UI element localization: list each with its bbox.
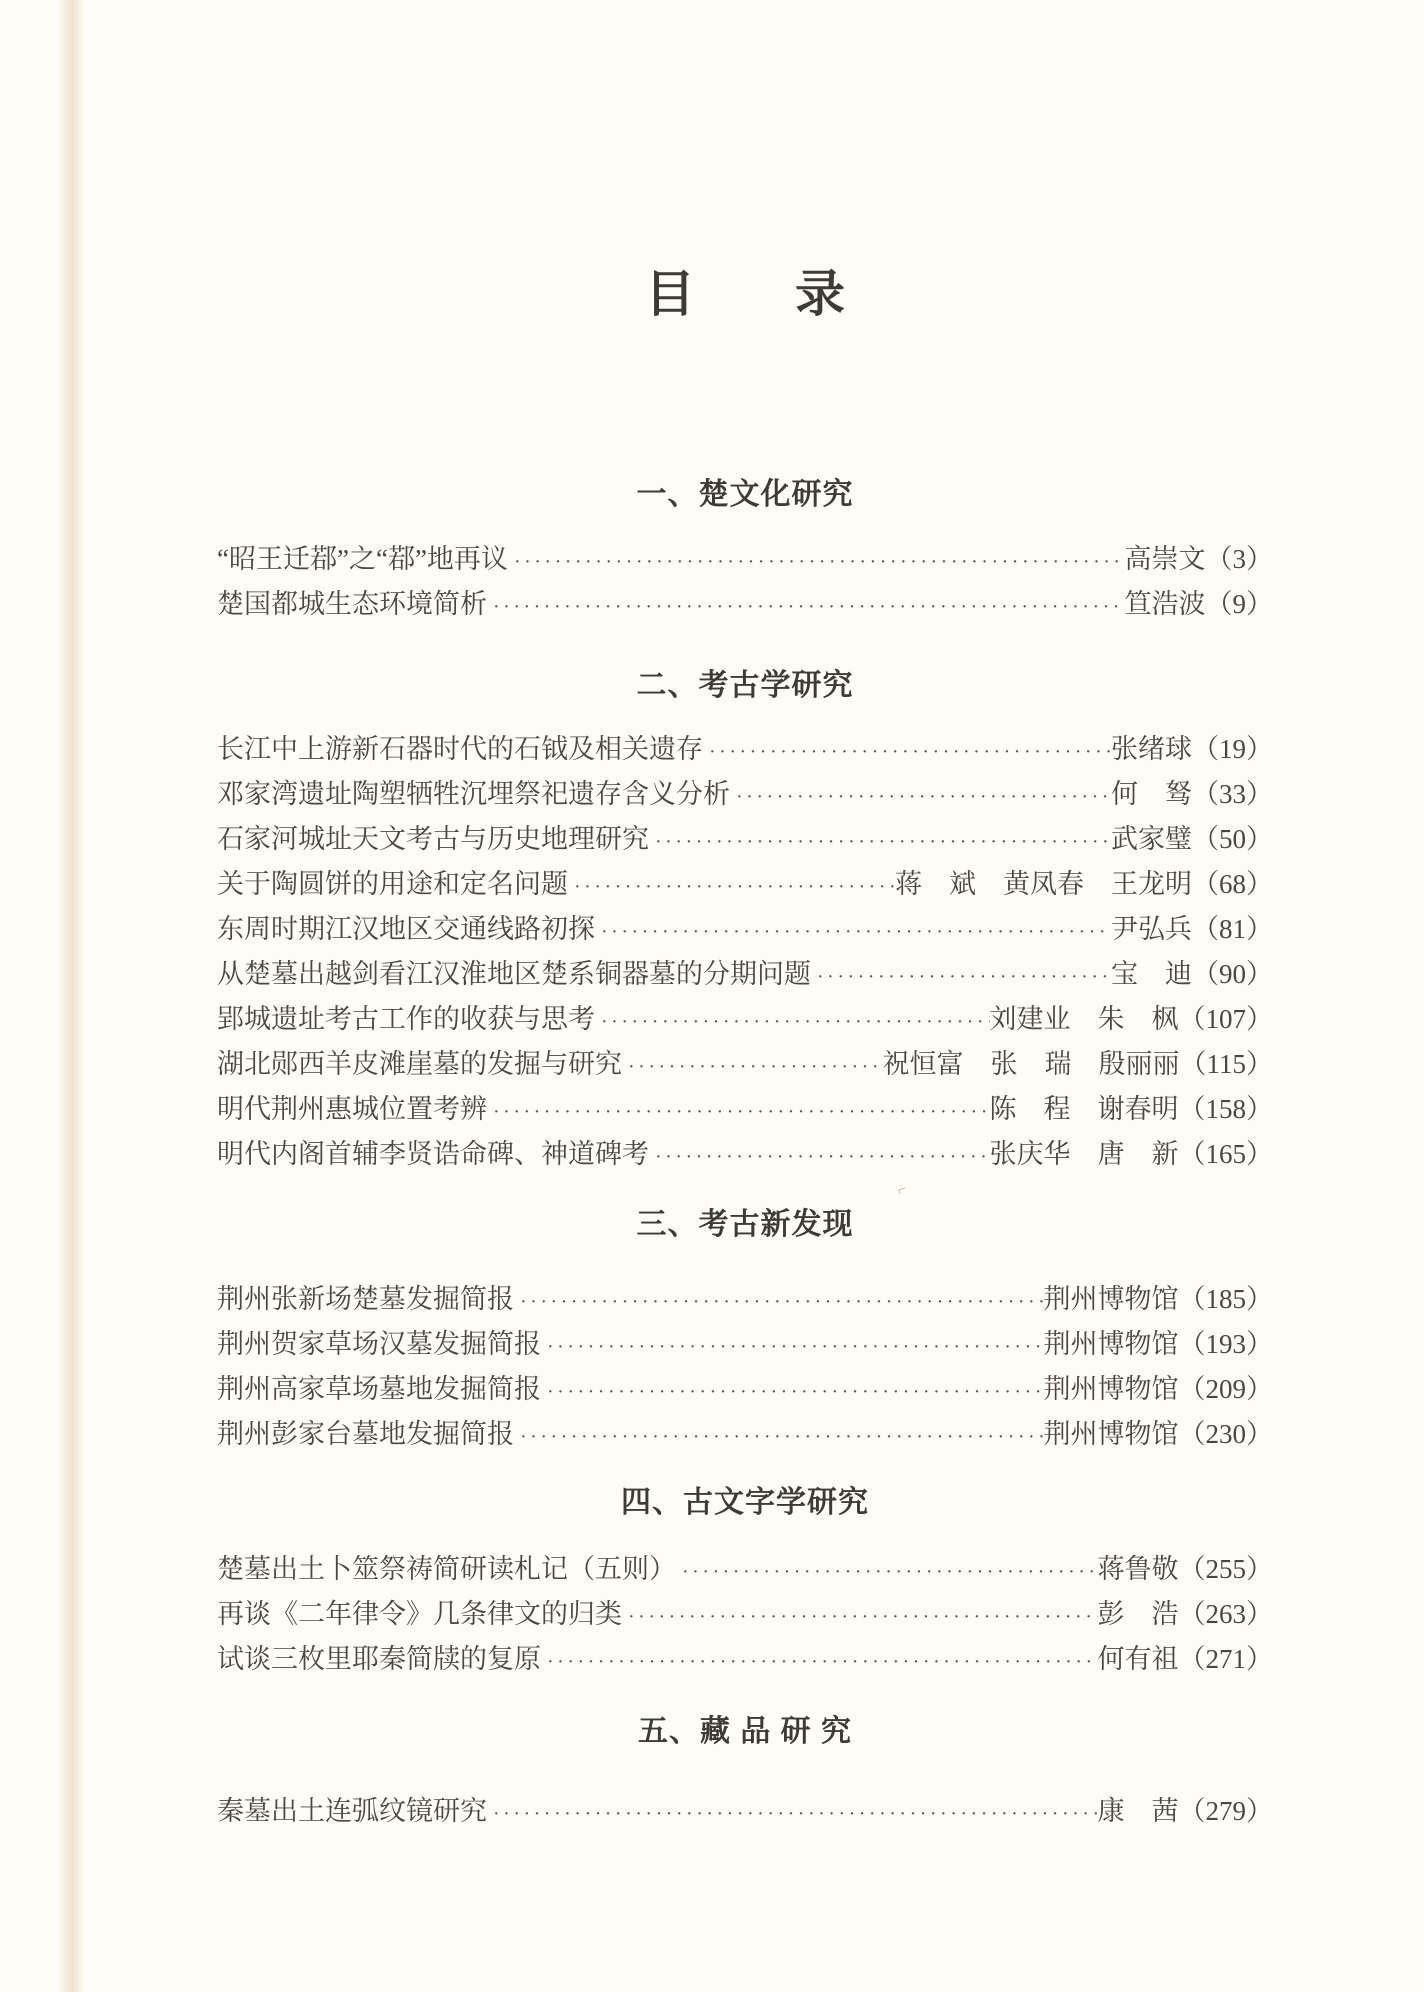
dotted-leader bbox=[514, 1415, 1044, 1460]
section-collection-research bbox=[217, 1715, 1273, 1834]
entry-title: 关于陶圆饼的用途和定名问题 bbox=[217, 869, 568, 899]
toc-entry bbox=[217, 952, 1273, 997]
entry-authors: 尹弘兵 bbox=[1111, 914, 1192, 944]
entry-authors: 宝 迪 bbox=[1111, 959, 1192, 989]
toc-entry bbox=[217, 862, 1273, 907]
dotted-leader bbox=[676, 1550, 1098, 1595]
dotted-leader bbox=[703, 730, 1111, 775]
dotted-leader bbox=[595, 1000, 990, 1045]
section-entries bbox=[217, 727, 1273, 1177]
dotted-leader bbox=[541, 1370, 1044, 1415]
entry-authors: 荆州博物馆 bbox=[1043, 1329, 1179, 1359]
dotted-leader bbox=[508, 540, 1125, 585]
entry-title: 秦墓出土连弧纹镜研究 bbox=[217, 1796, 487, 1826]
dotted-leader bbox=[487, 1090, 990, 1135]
entry-title: 邓家湾遗址陶塑牺牲沉埋祭祀遗存含义分析 bbox=[217, 779, 730, 809]
section-entries bbox=[217, 537, 1273, 627]
entry-authors: 张庆华 唐 新 bbox=[989, 1139, 1179, 1169]
entry-page-number: （3） bbox=[1205, 544, 1273, 574]
entry-authors: 祝恒富 张 瑞 殷丽丽 bbox=[882, 1049, 1180, 1079]
entry-authors: 笪浩波 bbox=[1124, 589, 1206, 619]
entry-title: 长江中上游新石器时代的石钺及相关遗存 bbox=[217, 734, 703, 764]
section-entries bbox=[217, 1789, 1273, 1834]
dotted-leader bbox=[514, 1280, 1044, 1325]
entry-authors: 陈 程 谢春明 bbox=[989, 1094, 1179, 1124]
section-heading: 三、考古新发现 bbox=[636, 1208, 854, 1241]
entry-page-number: （68） bbox=[1192, 869, 1273, 899]
toc-entry bbox=[217, 1637, 1273, 1682]
entry-authors: 高崇文 bbox=[1124, 544, 1206, 574]
entry-authors: 荆州博物馆 bbox=[1043, 1419, 1179, 1449]
toc-entry bbox=[217, 1789, 1273, 1834]
dotted-leader bbox=[649, 820, 1111, 865]
toc-entry bbox=[217, 817, 1273, 862]
entry-title: 再谈《二年律令》几条律文的归类 bbox=[217, 1599, 622, 1629]
toc-entry bbox=[217, 1322, 1273, 1367]
entry-page-number: （263） bbox=[1178, 1599, 1273, 1629]
page-edge-shadow bbox=[58, 0, 84, 1992]
scan-artifact: ⌐ bbox=[895, 1181, 909, 1199]
toc-content-column bbox=[217, 0, 1273, 1834]
dotted-leader bbox=[622, 1595, 1098, 1640]
toc-entry bbox=[217, 1547, 1273, 1592]
section-new-discoveries bbox=[217, 1208, 1273, 1457]
entry-page-number: （50） bbox=[1192, 824, 1273, 854]
entry-title: 荆州贺家草场汉墓发掘简报 bbox=[217, 1329, 541, 1359]
entry-title: 楚国都城生态环境简析 bbox=[217, 589, 487, 619]
entry-page-number: （90） bbox=[1192, 959, 1273, 989]
toc-entry bbox=[217, 1087, 1273, 1132]
toc-entry bbox=[217, 1132, 1273, 1177]
entry-title: 荆州彭家台墓地发掘简报 bbox=[217, 1419, 514, 1449]
entry-title: 湖北郧西羊皮滩崖墓的发掘与研究 bbox=[217, 1049, 622, 1079]
entry-authors: 刘建业 朱 枫 bbox=[989, 1004, 1179, 1034]
toc-entry bbox=[217, 1277, 1273, 1322]
toc-entry bbox=[217, 1412, 1273, 1457]
entry-page-number: （115） bbox=[1179, 1049, 1273, 1079]
entry-title: 荆州高家草场墓地发掘简报 bbox=[217, 1374, 541, 1404]
dotted-leader bbox=[487, 1792, 1098, 1837]
section-paleography bbox=[217, 1486, 1273, 1682]
entry-title: “昭王迁鄀”之“鄀”地再议 bbox=[217, 544, 508, 574]
toc-entry bbox=[217, 727, 1273, 772]
entry-page-number: （193） bbox=[1178, 1329, 1273, 1359]
entry-authors: 张绪球 bbox=[1111, 734, 1192, 764]
page-title: 目 录 bbox=[645, 266, 845, 322]
section-entries bbox=[217, 1277, 1273, 1457]
section-chu-culture bbox=[217, 478, 1273, 627]
section-archaeology bbox=[217, 669, 1273, 1177]
dotted-leader bbox=[649, 1135, 990, 1180]
dotted-leader bbox=[568, 865, 895, 910]
toc-entry bbox=[217, 537, 1273, 582]
entry-authors: 荆州博物馆 bbox=[1043, 1284, 1179, 1314]
entry-authors: 康 茜 bbox=[1097, 1796, 1179, 1826]
section-heading: 一、楚文化研究 bbox=[636, 478, 854, 511]
entry-page-number: （230） bbox=[1178, 1419, 1273, 1449]
toc-entry bbox=[217, 1592, 1273, 1637]
entry-authors: 蒋鲁敬 bbox=[1097, 1554, 1179, 1584]
entry-page-number: （107） bbox=[1178, 1004, 1273, 1034]
entry-page-number: （255） bbox=[1178, 1554, 1273, 1584]
toc-entry bbox=[217, 1367, 1273, 1412]
entry-title: 东周时期江汉地区交通线路初探 bbox=[217, 914, 595, 944]
dotted-leader bbox=[541, 1640, 1098, 1685]
entry-authors: 彭 浩 bbox=[1097, 1599, 1179, 1629]
section-heading: 二、考古学研究 bbox=[636, 669, 854, 702]
dotted-leader bbox=[811, 955, 1111, 1000]
dotted-leader bbox=[487, 585, 1125, 630]
toc-entry bbox=[217, 772, 1273, 817]
section-entries bbox=[217, 1547, 1273, 1682]
entry-page-number: （158） bbox=[1178, 1094, 1273, 1124]
entry-authors: 蒋 斌 黄凤春 王龙明 bbox=[895, 869, 1192, 899]
toc-entry bbox=[217, 997, 1273, 1042]
entry-page-number: （33） bbox=[1192, 779, 1273, 809]
entry-page-number: （9） bbox=[1205, 589, 1273, 619]
entry-page-number: （165） bbox=[1178, 1139, 1273, 1169]
entry-authors: 武家璧 bbox=[1111, 824, 1192, 854]
section-heading: 四、古文字学研究 bbox=[621, 1486, 869, 1519]
entry-page-number: （209） bbox=[1178, 1374, 1273, 1404]
toc-entry bbox=[217, 582, 1273, 627]
toc-entry bbox=[217, 907, 1273, 952]
toc-entry bbox=[217, 1042, 1273, 1087]
entry-title: 荆州张新场楚墓发掘简报 bbox=[217, 1284, 514, 1314]
entry-page-number: （271） bbox=[1178, 1644, 1273, 1674]
dotted-leader bbox=[541, 1325, 1044, 1370]
entry-authors: 何有祖 bbox=[1097, 1644, 1179, 1674]
section-heading: 五、藏 品 研 究 bbox=[637, 1715, 852, 1748]
entry-title: 从楚墓出越剑看江汉淮地区楚系铜器墓的分期问题 bbox=[217, 959, 811, 989]
entry-title: 郢城遗址考古工作的收获与思考 bbox=[217, 1004, 595, 1034]
entry-title: 试谈三枚里耶秦简牍的复原 bbox=[217, 1644, 541, 1674]
dotted-leader bbox=[730, 775, 1111, 820]
entry-authors: 何 驽 bbox=[1111, 779, 1192, 809]
entry-page-number: （279） bbox=[1178, 1796, 1273, 1826]
entry-page-number: （81） bbox=[1192, 914, 1273, 944]
entry-title: 明代内阁首辅李贤诰命碑、神道碑考 bbox=[217, 1139, 649, 1169]
dotted-leader bbox=[622, 1045, 883, 1090]
entry-title: 楚墓出土卜筮祭祷简研读札记（五则） bbox=[217, 1554, 676, 1584]
dotted-leader bbox=[595, 910, 1111, 955]
entry-authors: 荆州博物馆 bbox=[1043, 1374, 1179, 1404]
entry-page-number: （185） bbox=[1178, 1284, 1273, 1314]
entry-page-number: （19） bbox=[1192, 734, 1273, 764]
entry-title: 明代荆州惠城位置考辨 bbox=[217, 1094, 487, 1124]
entry-title: 石家河城址天文考古与历史地理研究 bbox=[217, 824, 649, 854]
